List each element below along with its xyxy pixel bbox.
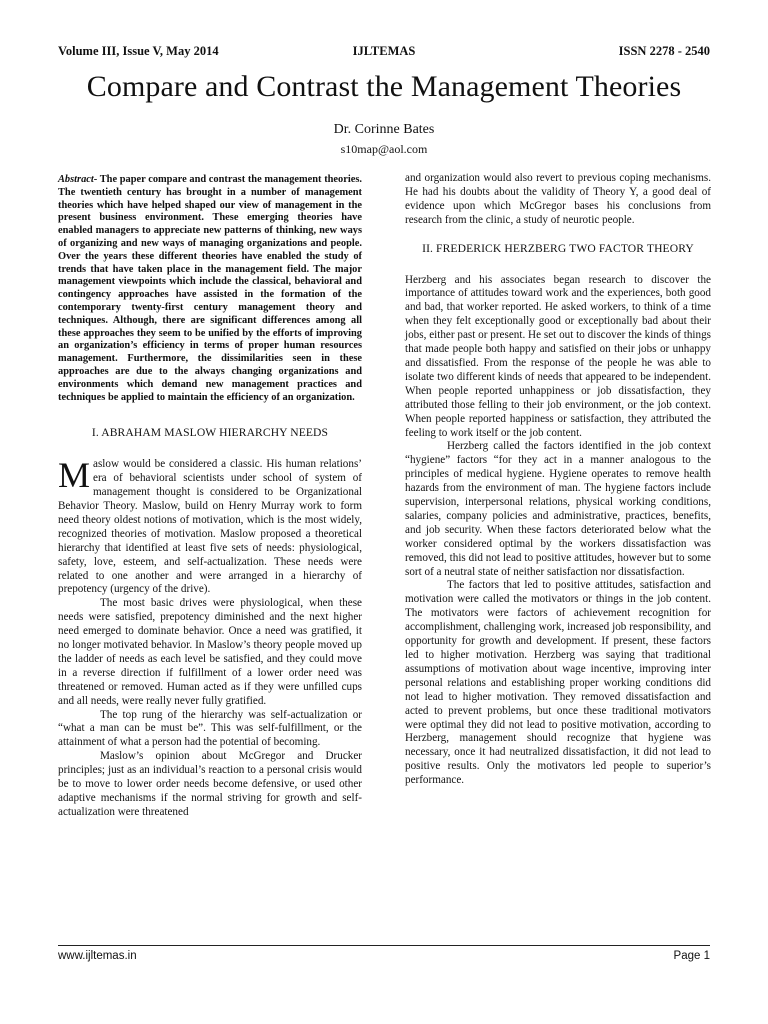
footer-divider (58, 945, 710, 946)
author-name: Dr. Corinne Bates (333, 122, 435, 137)
section-heading-herzberg: II. FREDERICK HERZBERG TWO FACTOR THEORY (422, 241, 694, 255)
running-header (58, 44, 710, 62)
abstract-label: Abstract (58, 174, 94, 185)
paragraph: Herzberg and his associates began research to discover the importance of attitudes toward work and the experiences, both good and bad, that worker reported. He asked workers, to think of a time when they felt exceptionally good or exceptionally bad about their jobs, either past or present. He set out to discover the kinds of things that made people both happy and satisfied on their jobs or unhappy and dissatisfied. From the response of the people he was able to isolate two different kinds of needs that appeared to be independent. When people reported unhappiness or job dissatisfaction, they attributed those felling to their job environment, or the job context. When people reported happiness or satisfaction, they attributed the feeling to work itself or the job content. (405, 273, 711, 439)
journal-website[interactable]: www.ijltemas.in (58, 950, 137, 962)
paper-title: Compare and Contrast the Management Theories (86, 70, 682, 103)
author-email: s10map@aol.com (340, 142, 428, 156)
issn: ISSN 2278 - 2540 (618, 44, 710, 58)
paragraph: Maslow’s opinion about McGregor and Drucker principles; just as an individual’s reaction to a personal crisis would be to move to lower order needs become defensive, or used other adaptive mechanisms if the normal striving for growth and self-actualization were threatened (58, 750, 362, 818)
left-column (58, 174, 362, 820)
abstract-text: The paper compare and contrast the management theories. The twentieth century has brought in a number of management theories which have helped shaped our view of management in the present business environment. These emerging theories have enabled managers to appreciate new patterns of thinking, new ways of organizing and new ways of managing organizations and people. Over the years these different theories have enabled the study of trends that have taken place in the management field. The major management viewpoints which include the classical, behavioral and contingency approaches have assisted in the formation of the contemporary twenty-first century management theory and techniques. Although, there are significant differences among all these approaches they seem to be unified by the efforts of improving an organization’s efficiency in terms of proper human resources management. Furthermore, the dissimilarities seen in these approaches are due to the always changing organizations and environments which demand new management practices and techniques be applied to maintain the efficiency of an organization. (58, 174, 362, 403)
paragraph: The most basic drives were physiological, when these needs were satisfied, prepotency diminished and the next higher need emerged to dominate behavior. Once a need was gratified, it no longer motivated behavior. In Maslow’s theory people moved up the ladder of needs as each level be satisfied, and they could move in a reverse direction if fulfillment of a lower order need was threatened or removed. Human acted as if they were unfilled cups and all needs, were really never fully gratified. (58, 597, 362, 707)
right-column (405, 172, 711, 788)
drop-cap: M (58, 455, 91, 496)
volume-info: Volume III, Issue V, May 2014 (58, 44, 219, 58)
paragraph: The factors that led to positive attitudes, satisfaction and motivation were called the motivators or things in the job content. The motivators were factors of achievement recognition for accomplishment, challenging work, increased job responsibility, and opportunity for growth and development. If present, these factors led to higher motivation. Herzberg was saying that traditional assumptions of motivation about wage incentive, improving inter personal relations and establishing proper working conditions did not lead to higher motivation. They removed dissatisfaction and acted to prevent problems, but once these traditional motivators were optimal they did not lead to positive motivation, according to Herzberg, management should recognize that hygiene was necessary, once it had neutralized dissatisfaction, it did not lead to positive results. Only the motivators led people to superior’s performance. (405, 579, 711, 787)
section-heading-maslow: I. ABRAHAM MASLOW HIERARCHY NEEDS (91, 426, 329, 440)
paragraph-text: aslow would be considered a classic. His human relations’ era of behavioral scientists under school of system of management thought is considered to be Organizational Behavior Theory. Maslow, build on Henry Murray work to form need theory oldest notions of motivation, which is the most widely, recognized theories of motivation. Maslow proposed a theoretical hierarchy that identified at least five sets of needs: physiological, safety, love, esteem, and self-actualization. These needs were related to one another and were arranged in a hierarchy of prepotency (urgency of the drive). (58, 458, 362, 596)
abstract-dash: - (93, 174, 100, 185)
paragraph (58, 455, 362, 597)
abstract (58, 174, 362, 404)
paragraph: and organization would also revert to previous coping mechanisms. He had his doubts about the validity of Theory Y, a good deal of evidence upon which McGregor bases his conclusions from research from the clinic, a study of neurotic people. (405, 172, 711, 226)
page-number: Page 1 (673, 950, 710, 962)
paragraph: Herzberg called the factors identified in the job context “hygiene” factors “for they act in a manner analogous to the principles of medical hygiene. Hygiene operates to remove health hazards from the environment of man. The hygiene factors include supervision, interpersonal relations, physical working conditions, salaries, company policies and administrative, practices, benefits, and job security. When these factors deteriorated below what the worker considered optimal by the workers dissatisfaction was removed, this did not lead to positive attitudes, however but to some sort of a neutral state of neither satisfaction nor dissatisfaction. (405, 440, 711, 578)
journal-name: IJLTEMAS (352, 44, 416, 58)
paragraph: The top rung of the hierarchy was self-actualization or “what a man can be must be”. This was self-fulfillment, or the attainment of what a person had the potential of becoming. (58, 708, 362, 749)
